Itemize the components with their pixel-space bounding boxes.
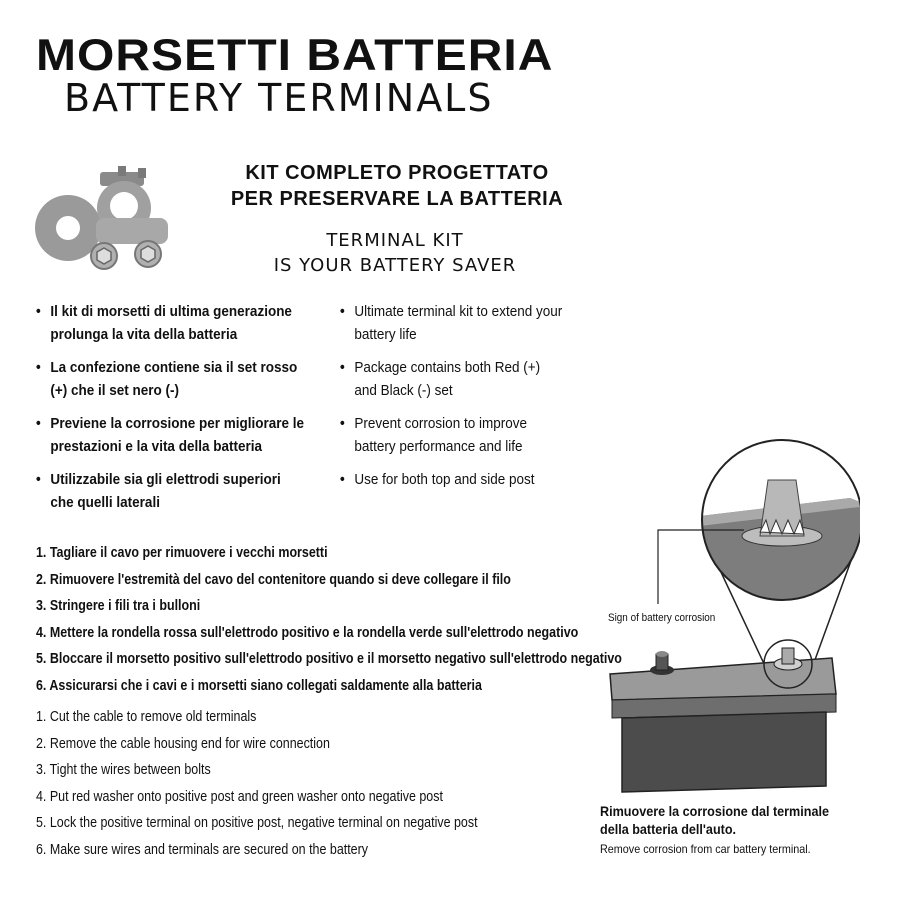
step-it-item: 2. Rimuovere l'estremità del cavo del contenitore quando si deve collegare il filo	[36, 571, 511, 588]
kit-en-line2: IS YOUR BATTERY SAVER	[273, 255, 517, 276]
step-it-item: 1. Tagliare il cavo per rimuovere i vecchi morsetti	[36, 545, 328, 561]
feature-it-item: • Previene la corrosione per migliorare le prestazioni e la vita della batteria	[36, 412, 306, 458]
features-list-italian	[36, 300, 306, 524]
step-en-item: 5. Lock the positive terminal on positive post, negative terminal on negative post	[36, 815, 478, 831]
step-en-item: 1. Cut the cable to remove old terminals	[36, 709, 257, 725]
kit-heading-english	[200, 228, 590, 278]
title-english: BATTERY TERMINALS	[64, 76, 494, 120]
step-en-item: 6. Make sure wires and terminals are secured on the battery	[36, 841, 369, 858]
kit-en-line1: TERMINAL KIT	[326, 230, 464, 251]
step-it-item: 6. Assicurarsi che i cavi e i morsetti siano collegati saldamente alla batteria	[36, 677, 482, 694]
feature-en-item: • Prevent corrosion to improve battery performance and life	[340, 412, 565, 458]
kit-heading-italian	[192, 160, 602, 212]
kit-it-line2: PER PRESERVARE LA BATTERIA	[230, 188, 564, 210]
caption-italian: Rimuovere la corrosione dal terminale della batteria dell'auto.	[600, 803, 829, 837]
steps-list-italian	[36, 540, 622, 699]
caption-english: Remove corrosion from car battery terminal.	[600, 842, 811, 856]
feature-en-item: • Use for both top and side post	[340, 468, 565, 491]
feature-it-item: • Utilizzabile sia gli elettrodi superiori che quelli laterali	[36, 468, 306, 514]
step-it-item: 4. Mettere la rondella rossa sull'elettrodo positivo e la rondella verde sull'elettrodo negativo	[36, 624, 579, 641]
kit-it-line1: KIT COMPLETO PROGETTATO	[245, 162, 549, 184]
steps-list-english	[36, 704, 478, 863]
step-en-item: 3. Tight the wires between bolts	[36, 762, 211, 778]
step-en-item: 2. Remove the cable housing end for wire connection	[36, 735, 330, 752]
feature-en-item: • Ultimate terminal kit to extend your battery life	[340, 300, 565, 346]
battery-terminal-icon	[34, 166, 174, 278]
step-en-item: 4. Put red washer onto positive post and green washer onto negative post	[36, 788, 443, 805]
step-it-item: 3. Stringere i fili tra i bulloni	[36, 598, 201, 614]
step-it-item: 5. Bloccare il morsetto positivo sull'elettrodo positivo e il morsetto negativo sull'elettrodo negativo	[36, 651, 622, 667]
feature-it-item: • La confezione contiene sia il set rosso (+) che il set nero (-)	[36, 356, 306, 402]
title-italian: MORSETTI BATTERIA	[36, 31, 554, 81]
feature-it-item: • Il kit di morsetti di ultima generazione prolunga la vita della batteria	[36, 300, 306, 346]
features-list-english	[340, 300, 565, 501]
feature-en-item: • Package contains both Red (+) and Black (-) set	[340, 356, 565, 402]
corrosion-sign-label: Sign of battery corrosion	[608, 612, 716, 624]
